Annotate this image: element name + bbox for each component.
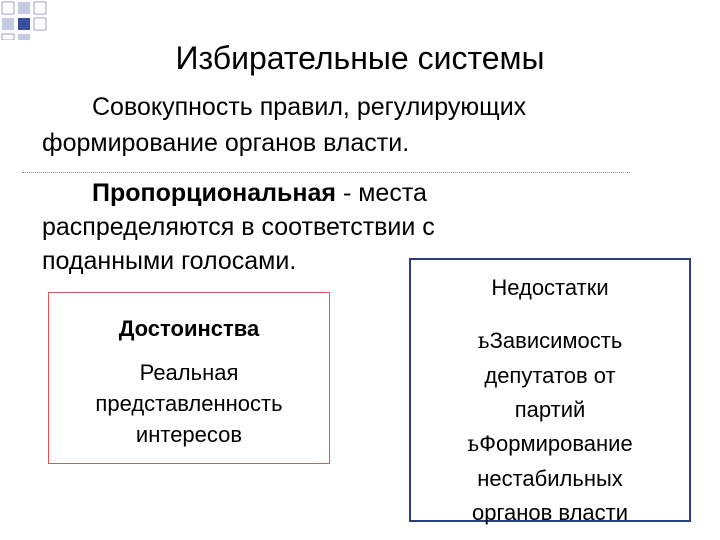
disadvantages-line: нестабильных xyxy=(477,466,623,491)
advantages-text xyxy=(49,357,329,450)
proportional-line-3: поданными голосами. xyxy=(42,247,297,275)
section-divider xyxy=(22,172,630,173)
advantages-line: Реальная xyxy=(139,360,239,385)
proportional-term: Пропорциональная xyxy=(92,179,337,207)
disadvantages-list xyxy=(411,324,689,530)
disadvantages-line: партий xyxy=(514,397,586,422)
proportional-line-1-rest: - места xyxy=(336,179,427,207)
disadvantages-line: органов власти xyxy=(471,500,629,525)
decorative-squares xyxy=(0,0,720,40)
definition-line-1: Совокупность правил, регулирующих xyxy=(92,93,527,121)
disadvantages-item-2: ьФормирование xyxy=(467,431,633,457)
advantages-line: интересов xyxy=(135,422,243,447)
disadvantages-heading: Недостатки xyxy=(491,275,609,300)
disadvantages-line: депутатов от xyxy=(484,363,616,388)
page-title: Избирательные системы xyxy=(175,40,545,76)
proportional-line-1 xyxy=(92,178,427,208)
definition-line-2: формирование органов власти. xyxy=(42,129,410,157)
advantages-heading: Достоинства xyxy=(118,316,260,341)
bullet-icon: ь xyxy=(477,329,490,354)
advantages-box xyxy=(48,292,330,464)
disadvantages-box xyxy=(409,258,691,525)
advantages-line: представленность xyxy=(95,391,283,416)
bullet-icon: ь xyxy=(467,432,480,457)
proportional-line-2: распределяются в соответствии с xyxy=(42,213,435,241)
disadvantages-item-1: ьЗависимость xyxy=(477,328,623,354)
